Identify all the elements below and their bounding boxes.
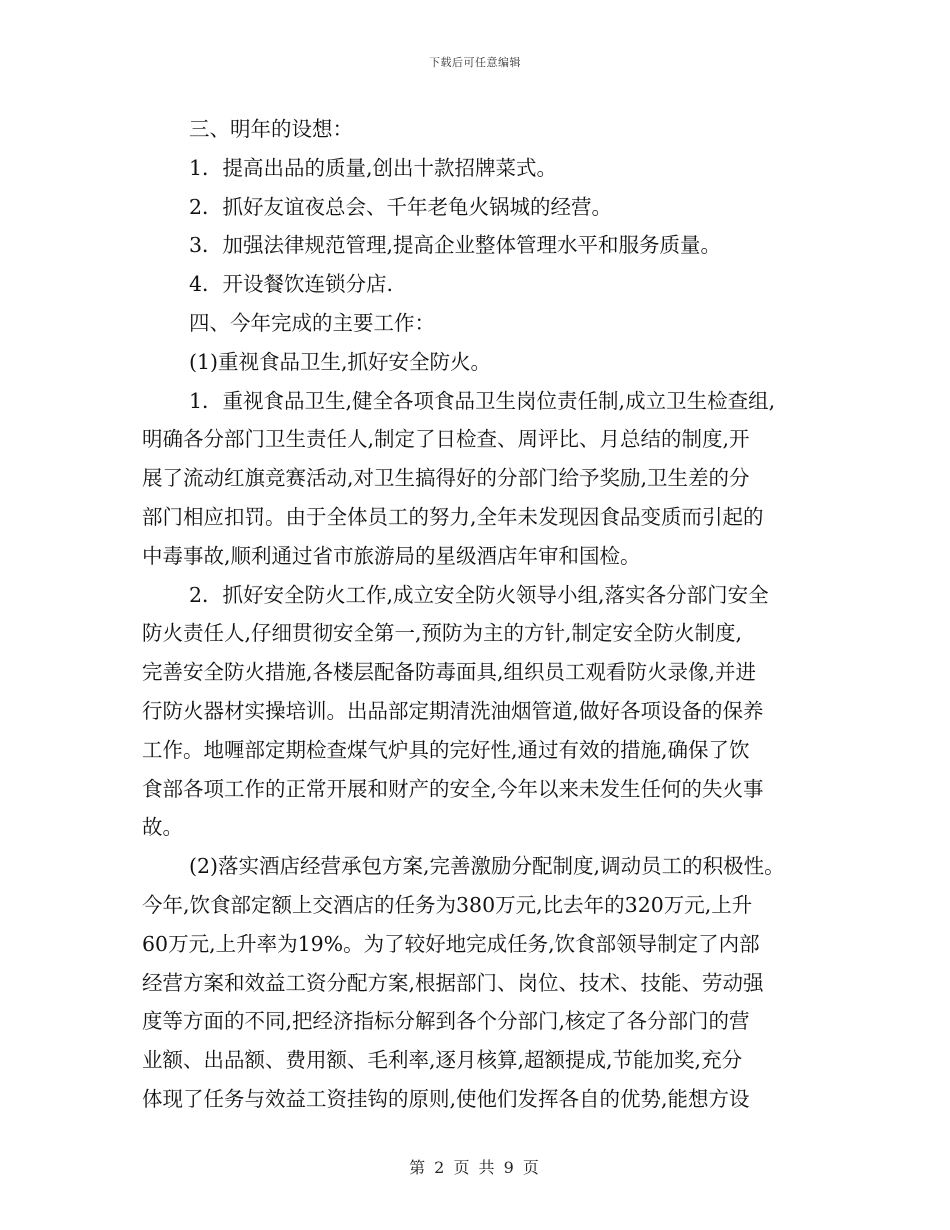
paragraph-line: 2．抓好友谊夜总会、千年老龟火锅城的经营。 xyxy=(189,194,613,219)
paragraph-line: 明确各分部门卫生责任人,制定了日检查、周评比、月总结的制度,开 xyxy=(142,427,750,452)
paragraph-line: 1．提高出品的质量,创出十款招牌菜式。 xyxy=(189,155,558,180)
paragraph-line: 度等方面的不同,把经济指标分解到各个分部门,核定了各分部门的营 xyxy=(142,1009,750,1034)
document-body xyxy=(142,110,814,1119)
paragraph-line: 防火责任人,仔细贯彻安全第一,预防为主的方针,制定安全防火制度, xyxy=(142,621,743,646)
paragraph-line: (2)落实酒店经营承包方案,完善激励分配制度,调动员工的积极性。 xyxy=(189,854,785,879)
paragraph-line: 完善安全防火措施,各楼层配备防毒面具,组织员工观看防火录像,并进 xyxy=(142,660,757,685)
paragraph-line: 4．开设餐饮连锁分店. xyxy=(189,272,394,297)
page-number-footer: 第 2 页 共 9 页 xyxy=(409,1158,541,1177)
paragraph-line: 部门相应扣罚。由于全体员工的努力,全年未发现因食品变质而引起的 xyxy=(142,504,764,529)
paragraph-line: 展了流动红旗竞赛活动,对卫生搞得好的分部门给予奖励,卫生差的分 xyxy=(142,466,750,491)
paragraph-line: 60万元,上升率为19%。为了较好地完成任务,饮食部领导制定了内部 xyxy=(142,931,760,956)
paragraph-line: 业额、出品额、费用额、毛利率,逐月核算,超额提成,节能加奖,充分 xyxy=(142,1048,743,1073)
paragraph-line: 经营方案和效益工资分配方案,根据部门、岗位、技术、技能、劳动强 xyxy=(142,970,764,995)
paragraph-line: 故。 xyxy=(142,815,183,840)
paragraph-line: 2．抓好安全防火工作,成立安全防火领导小组,落实各分部门安全 xyxy=(189,582,769,607)
page-header: 下载后可任意编辑 xyxy=(429,56,521,69)
paragraph-line: 1．重视食品卫生,健全各项食品卫生岗位责任制,成立卫生检查组, xyxy=(189,388,776,413)
paragraph-line: 食部各项工作的正常开展和财产的安全,今年以来未发生任何的失火事 xyxy=(142,776,764,801)
paragraph-line: 今年,饮食部定额上交酒店的任务为380万元,比去年的320万元,上升 xyxy=(142,892,753,917)
section-heading: 四、今年完成的主要工作： xyxy=(189,310,435,335)
paragraph-line: 行防火器材实操培训。出品部定期清洗油烟管道,做好各项设备的保养 xyxy=(142,698,764,723)
paragraph-line: (1)重视食品卫生,抓好安全防火。 xyxy=(189,349,492,374)
paragraph-line: 工作。地喱部定期检查煤气炉具的完好性,通过有效的措施,确保了饮 xyxy=(142,737,750,762)
paragraph-line: 中毒事故,顺利通过省市旅游局的星级酒店年审和国检。 xyxy=(142,543,641,568)
paragraph-line: 3．加强法律规范管理,提高企业整体管理水平和服务质量。 xyxy=(189,233,722,258)
paragraph-line: 体现了任务与效益工资挂钩的原则,使他们发挥各自的优势,能想方设 xyxy=(142,1086,750,1111)
section-heading: 三、明年的设想： xyxy=(189,117,353,141)
